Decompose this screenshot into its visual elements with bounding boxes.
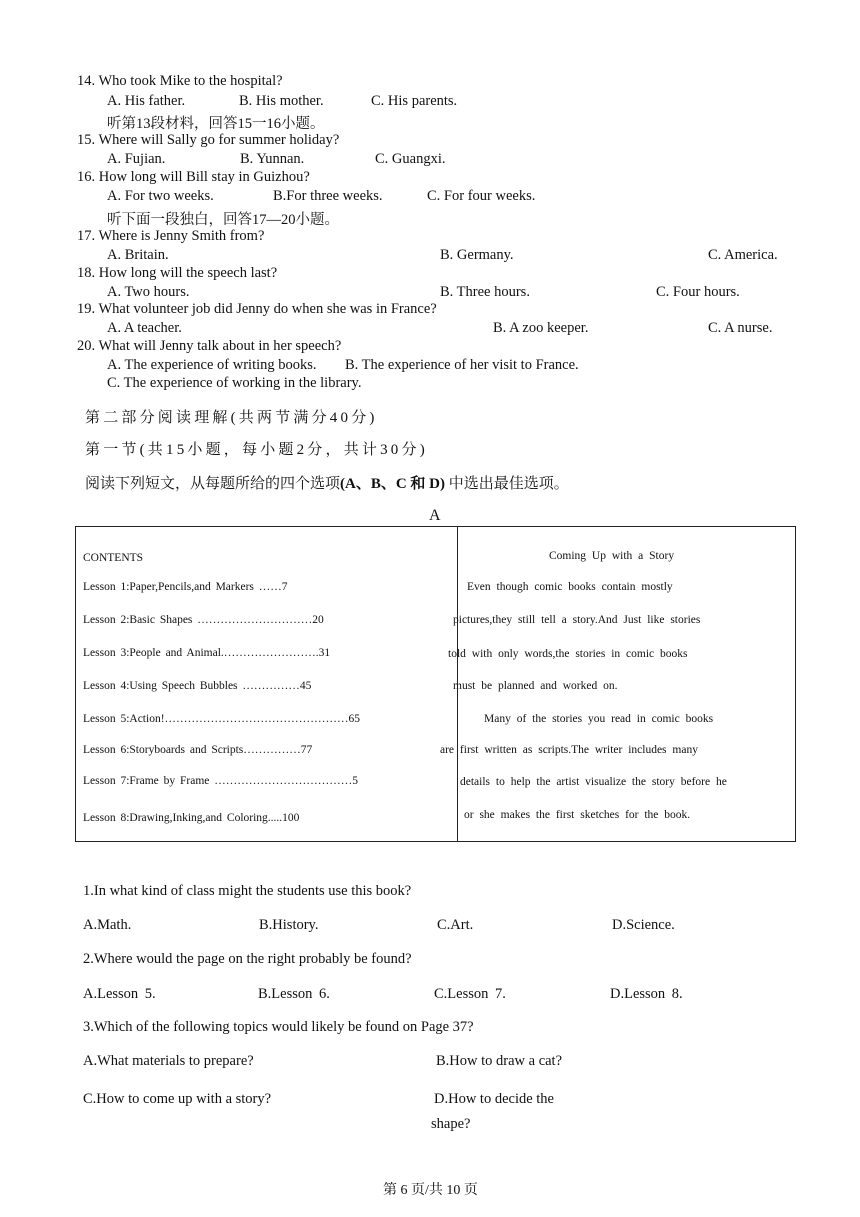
- q18-option-c: C. Four hours.: [656, 284, 740, 300]
- lesson-4: Lesson 4:Using Speech Bubbles ……………45: [83, 680, 312, 692]
- q19-option-c: C. A nurse.: [708, 320, 773, 336]
- lesson-3: Lesson 3:People and Animal.…………………….31: [83, 647, 331, 659]
- story-line-7: details to help the artist visualize the story before he: [460, 776, 727, 788]
- q17-option-c: C. America.: [708, 247, 778, 263]
- lesson-2: Lesson 2:Basic Shapes …………………………20: [83, 614, 324, 626]
- story-line-1: Even though comic books contain mostly: [467, 581, 673, 593]
- rq2-option-a: A.Lesson 5.: [83, 986, 156, 1002]
- rq3-question: 3.Which of the following topics would likely be found on Page 37?: [83, 1019, 474, 1035]
- q19-option-b: B. A zoo keeper.: [493, 320, 589, 336]
- page-footer: 第 6 页/共 10 页: [383, 1183, 478, 1198]
- q14-question: 14. Who took Mike to the hospital?: [77, 73, 283, 89]
- section-one-title: 第一节(共15小题，每小题2分，共计30分): [85, 442, 428, 458]
- lesson-6: Lesson 6:Storyboards and Scripts……………77: [83, 744, 313, 756]
- q20-option-a: A. The experience of writing books.: [107, 357, 317, 373]
- rq2-option-b: B.Lesson 6.: [258, 986, 330, 1002]
- q16-option-a: A. For two weeks.: [107, 188, 214, 204]
- rq1-option-a: A.Math.: [83, 917, 132, 933]
- q18-option-b: B. Three hours.: [440, 284, 530, 300]
- q16-option-b: B.For three weeks.: [273, 188, 383, 204]
- q15-option-a: A. Fujian.: [107, 151, 166, 167]
- story-line-3: told with only words,the stories in comic books: [448, 648, 688, 660]
- q14-option-a: A. His father.: [107, 93, 186, 109]
- rq1-question: 1.In what kind of class might the students use this book?: [83, 883, 412, 899]
- q20-question: 20. What will Jenny talk about in her speech?: [77, 338, 342, 354]
- q15-option-c: C. Guangxi.: [375, 151, 446, 167]
- q17-question: 17. Where is Jenny Smith from?: [77, 228, 265, 244]
- rq2-option-c: C.Lesson 7.: [434, 986, 506, 1002]
- rq1-option-c: C.Art.: [437, 917, 474, 933]
- rq1-option-d: D.Science.: [612, 917, 675, 933]
- rq1-option-b: B.History.: [259, 917, 319, 933]
- reading-instruction: [85, 472, 569, 493]
- q19-option-a: A. A teacher.: [107, 320, 182, 336]
- instruction-prefix: 阅读下列短文，从每题所给的四个选项: [85, 476, 341, 492]
- part-two-title: 第二部分阅读理解(共两节满分40分): [85, 410, 378, 426]
- q16-question: 16. How long will Bill stay in Guizhou?: [77, 169, 310, 185]
- q19-question: 19. What volunteer job did Jenny do when she was in France?: [77, 301, 437, 317]
- story-line-2: pictures,they still tell a story.And Just like stories: [453, 614, 701, 626]
- q14-option-c: C. His parents.: [371, 93, 458, 109]
- q18-question: 18. How long will the speech last?: [77, 265, 278, 281]
- q15-option-b: B. Yunnan.: [240, 151, 305, 167]
- lesson-1: Lesson 1:Paper,Pencils,and Markers ……7: [83, 581, 288, 593]
- instruction-suffix: 中选出最佳选项。: [445, 476, 569, 492]
- story-title: Coming Up with a Story: [549, 550, 675, 562]
- q20-option-b: B. The experience of her visit to France.: [345, 357, 579, 373]
- q18-option-a: A. Two hours.: [107, 284, 190, 300]
- lesson-8: Lesson 8:Drawing,Inking,and Coloring.....100: [83, 812, 300, 824]
- passage-label: A: [429, 507, 441, 524]
- story-line-6: are first written as scripts.The writer includes many: [440, 744, 698, 756]
- q15-question: 15. Where will Sally go for summer holiday?: [77, 132, 340, 148]
- lesson-5: Lesson 5:Action!…………………………………………65: [83, 713, 361, 725]
- rq3-option-b: B.How to draw a cat?: [436, 1053, 563, 1069]
- rq3-option-d-line2: shape?: [431, 1116, 471, 1132]
- rq2-question: 2.Where would the page on the right probably be found?: [83, 951, 412, 967]
- q14-option-b: B. His mother.: [239, 93, 324, 109]
- lesson-7: Lesson 7:Frame by Frame ………………………………5: [83, 775, 359, 787]
- listening-intro-13: 听第13段材料，回答15一16小题。: [107, 116, 325, 132]
- listening-intro-monologue: 听下面一段独白，回答17—20小题。: [107, 212, 339, 228]
- story-line-8: or she makes the first sketches for the book.: [464, 809, 691, 821]
- q17-option-b: B. Germany.: [440, 247, 514, 263]
- rq2-option-d: D.Lesson 8.: [610, 986, 683, 1002]
- q20-option-c: C. The experience of working in the library.: [107, 375, 362, 391]
- rq3-option-a: A.What materials to prepare?: [83, 1053, 254, 1069]
- contents-heading: CONTENTS: [83, 552, 144, 564]
- story-line-5: Many of the stories you read in comic books: [484, 713, 714, 725]
- rq3-option-d-line1: D.How to decide the: [434, 1091, 554, 1107]
- rq3-option-c: C.How to come up with a story?: [83, 1091, 272, 1107]
- q16-option-c: C. For four weeks.: [427, 188, 536, 204]
- instruction-options: (A、B、C 和 D): [340, 476, 446, 492]
- story-line-4: must be planned and worked on.: [453, 680, 618, 692]
- q17-option-a: A. Britain.: [107, 247, 169, 263]
